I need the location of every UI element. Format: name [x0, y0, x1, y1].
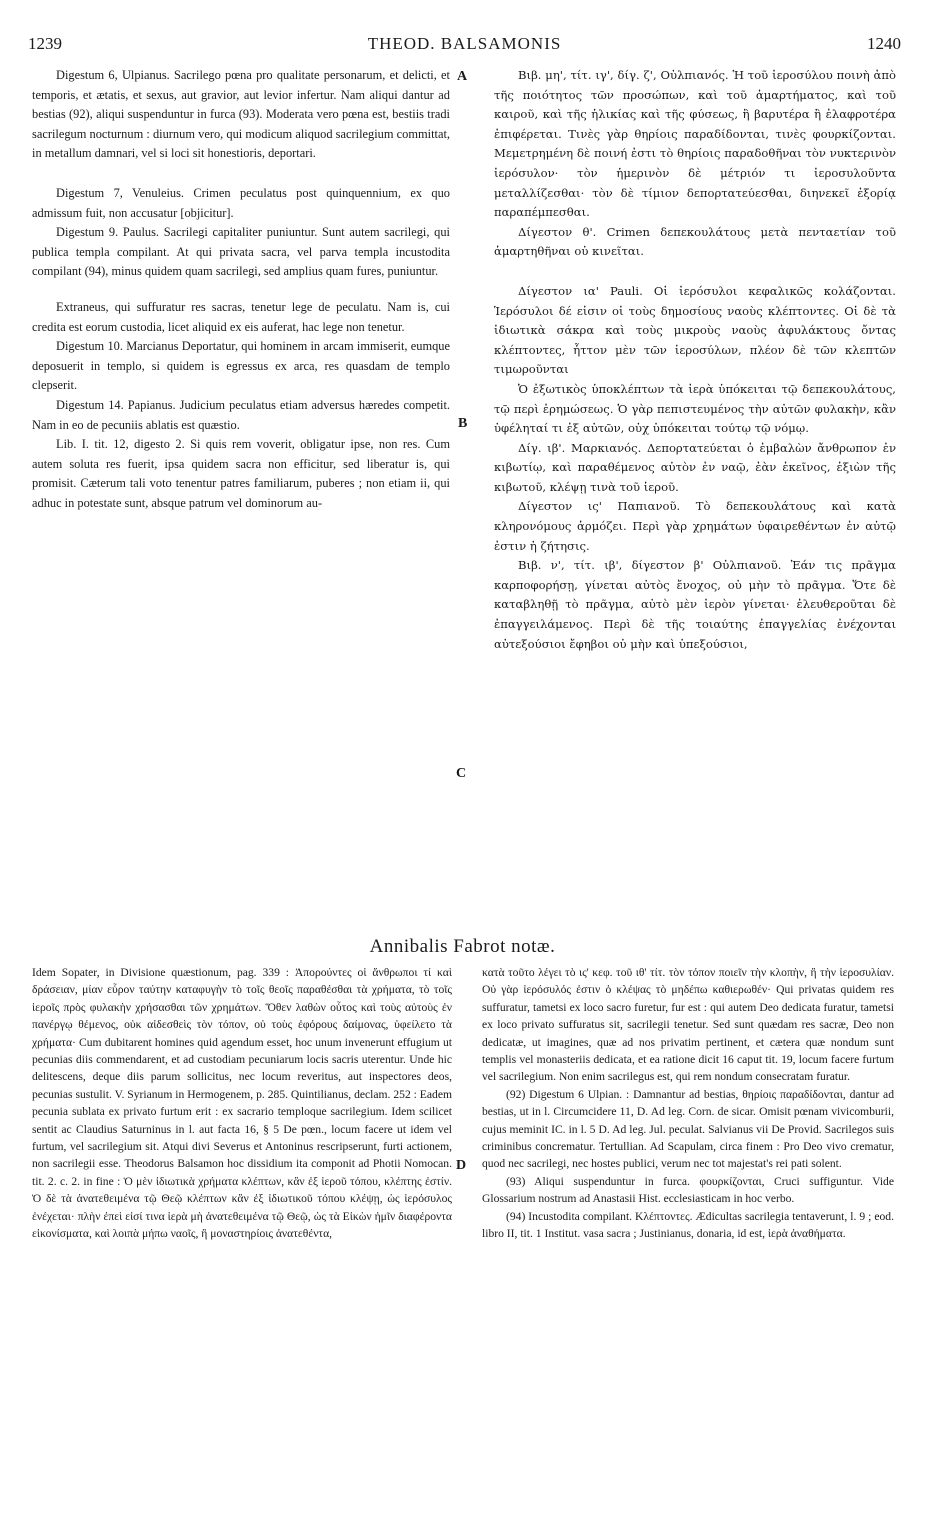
section-marker-a: A — [457, 69, 468, 84]
greek-paragraph: Δίγεστον θ'. Crimen δεπεκουλάτους μετὰ πενταετίαν τοῦ ἁμαρτηθῆναι οὐ κινεῖται. — [494, 224, 896, 259]
greek-paragraph: Δίγ. ιβ'. Μαρκιανός. Δεπορτατεύεται ὁ ἐμβαλὼν ἄνθρωπον ἐν κιβωτίῳ, καὶ παραθέμενος αὐτὸν ἐν ναῷ, ἐὰν ἐκεῖνος, ἐξιὼν τῆς κιβωτοῦ, κλέψῃ τινὰ τοῦ ἱεροῦ. — [494, 440, 896, 494]
note-paragraph: Idem Sopater, in Divisione quæstionum, pag. 339 : Ἀπορούντες οἱ ἄνθρωποι τί καὶ δράσειαν, μίαν εὗρον ταύτην καταφυγὴν τὸ τοῖς θεοῖς παραθέσθαι τὰ χρήματα, τὸ τοῖς ἱεροῖς πρὸς φυλακὴν χρήσασθαι τῶν χρημάτων. Ὅθεν λαθὼν οὗτος καὶ τοὺς αὐτοὺς ἐν πανέργῳ θέμενος, οὐκ αἰδεσθεὶς τὸν τόπον, οὐ τοὺς ἐφόρους δαίμονας, ὑφείλετο τὰ χρήματα· Cum dubitarent homines quid agendum esset, hoc unum invenerunt effugium ut pecunias diis commendarent, et ad custodiam pecuniarum locis sacris uterentur. Unde hic delitescens, deque diis parum sollicitus, nec locum reveritus, aut inspectores deos, pecunias sustulit. V. Syrianum in Hermogenem, p. 285. Quintilianus, declam. 252 : Eadem pecunia sublata ex privato furtum erit : ex sacrario temploque sacrilegium. Idem scilicet sentit ac Claudius Saturninus in l. aut facta 16, § 5 De pœn., locum facere ut idem vel furtum, vel sacrilegium sit. Atqui divi Severus et Antoninus rescripserunt, furti actionem, non sacrilegii esse. Theodorus Balsamon hoc dissidium ita componit ad Photii Nomocan. tit. 2. c. 2. in fine : Ὁ μὲν ἰδιωτικὰ χρήματα κλέπτων, κἂν ἐξ ἱεροῦ τόπου, κλέπτης ἐστίν. Ὁ δὲ τὰ ἀνατεθειμένα τῷ Θεῷ κλέπτων κἂν ἐξ ἰδιωτικοῦ τόπου κλέψῃ, ὡς ἱερόσυλος ἐνέχεται· πλὴν ἐπεὶ εἰσί τινα ἱερὰ μὴ ἀνατεθειμένα τῷ Θεῷ, ὡς τὰ Εἰκὼν ἡμῖν διαφέροντα εἰκονίσματα, καὶ λοιπὰ μήπω ναοῖς, ἢ μοναστηρίοις ἀνατεθέντα, — [32, 966, 452, 1241]
page-header — [28, 34, 901, 58]
latin-paragraph: Extraneus, qui suffuratur res sacras, tenetur lege de peculatu. Nam is, cui credita est eorum custodia, licet aliquid ex eis auferat, hac lege non tenetur. — [32, 299, 450, 334]
section-marker-b: B — [458, 416, 468, 431]
note-paragraph: κατὰ τοῦτο λέγει τὸ ις' κεφ. τοῦ ιθ' τίτ. τὸν τόπον ποιεῖν τὴν κλοπὴν, ἢ τὴν ἱεροσυλίαν. Οὐ γὰρ ἱερόσυλός ἐστιν ὁ κλέψας τὸ μηδέπω καθιερωθέν· Qui privatas quidem res suffuratur, tametsi ex loco sacro furetur, fur est : qui autem Deo dedicata furatur, tametsi ex loco privato suffuratus sit, sacrilegii tenetur. Sed sunt quædam res sacræ, Deo non dedicatæ, ut imagines, quæ ad nos privatim pertinent, et cætera quæ nondum sunt templis vel monasteriis dedicata, et ea ratione dicit 16 caput tit. 19, locum facere furtum vel sacrilegium. Non enim sacrilegus est, qui rem nondum consecratam furatur. — [482, 966, 894, 1084]
latin-column — [32, 66, 450, 513]
latin-paragraph: Lib. I. tit. 12, digesto 2. Si quis rem voverit, obligatur ipse, non res. Cum autem soluta res fuerit, ipsa quidem sacra non efficitur, sed liberatur is, qui promisit. Cæterum tali voto tenentur patres familiarum, puberes ; non etiam ii, qui adhuc in potestate sunt, absque patrum vel dominorum au- — [32, 437, 450, 510]
note-93: (93) Aliqui suspenduntur in furca. φουρκίζονται, Cruci suffiguntur. Vide Glossarium nostrum ad Anastasii Hist. ecclesiasticam in hoc verbo. — [482, 1174, 894, 1206]
latin-paragraph: Digestum 7, Venuleius. Crimen peculatus post quinquennium, ex quo admissum fuit, non accusatur [objicitur]. — [32, 185, 450, 220]
page-number-left: 1239 — [28, 34, 62, 53]
notes-left-column — [32, 964, 452, 1243]
notes-right-column — [482, 964, 894, 1243]
running-title: THEOD. BALSAMONIS — [367, 34, 562, 53]
section-marker-c: C — [456, 766, 467, 781]
latin-paragraph: Digestum 10. Marcianus Deportatur, qui hominem in arcam immiserit, eumque deposuerit in templo, si quidem is egressus ex arca, res quasdam de templo clepserit. — [32, 339, 450, 393]
latin-paragraph: Digestum 14. Papianus. Judicium peculatus etiam adversus hæredes competit. Nam in eo de pecuniis ablatis est quæstio. — [32, 397, 450, 432]
latin-paragraph: Digestum 6, Ulpianus. Sacrilego pœna pro qualitate personarum, et delicti, et temporis, et ætatis, et sexus, aut gravior, aut levior infertur. Nam aliqui dantur ad bestias (92), aliqui suspenduntur in furca (93). Moderata vero pœna est, bestiis tradi sacrilegum nocturnum : diurnum vero, qui modicum aliquod sacrilegium committat, in metallum damnari, vel si loci sit honestioris, deportari. — [32, 68, 450, 161]
notes-heading: Annibalis Fabrot notæ. — [369, 936, 556, 957]
greek-paragraph: Βιβ. μη', τίτ. ιγ', δίγ. ζ', Οὐλπιανός. Ἡ τοῦ ἱεροσύλου ποινὴ ἀπὸ τῆς ποιότητος τῶν προσώπων, καὶ τοῦ ἁμαρτήματος, καὶ τοῦ καιροῦ, καὶ τῆς ἡλικίας καὶ τῆς φύσεως, ἢ βαρυτέρα ἢ ἐλαφροτέρα ἐπιφέρεται. Τινὲς γὰρ θηρίοις παραδίδονται, τινὲς φουρκίζονται. Μεμετρημένη δὲ ποινή ἐστι τὸ θηρίοις παραδοθῆναι τὸν νυκτερινὸν ἱερόσυλον· τὸν ἡμερινὸν δὲ μέτριόν τι ἱεροσυλοῦντα μεταλλίζεσθαι· τὸν δὲ τίμιον δεπορτατεύεσθαι, διηνεκεῖ ἐξορίᾳ παραπέμπεσθαι. — [494, 68, 896, 220]
note-92: (92) Digestum 6 Ulpian. : Damnantur ad bestias, θηρίοις παραδίδονται, dantur ad bestias, ut in l. Circumcidere 11, D. Ad leg. Corn. de sicar. Omisit pœnam vivicomburii, cujus meminit IC. in l. 5 D. Ad leg. Jul. peculat. Salvianus vii De Provid. Sacrilegos suis criminibus concrematur. Tertullian. Ad Scapulam, circa finem : Pro Deo vivo crematur, quod nec sacrilegi, nec hostes publici, verum nec tot majestat's rei pati solent. — [482, 1087, 894, 1171]
greek-paragraph: Δίγεστον ια' Pauli. Οἱ ἱερόσυλοι κεφαλικῶς κολάζονται. Ἱερόσυλοι δέ εἰσιν οἱ τοὺς δημοσίους ναοὺς κλέπτοντες. Οἱ δὲ τὰ ἰδιωτικὰ σάκρα καὶ τοὺς μικροὺς ναοὺς ἀφυλάκτους ὄντας κλέπτοντες, ἧττον μὲν τῶν ἱεροσύλων, πλέον δὲ τῶν κλεπτῶν τιμωροῦνται — [494, 283, 896, 377]
note-94: (94) Incustodita compilant. Κλέπτοντες. Ædicultas sacrilegia tentaverunt, l. 9 ; eod. libro II, tit. 1 Institut. vasa sacra ; Justinianus, donaria, id est, ἱερὰ ἀναθήματα. — [482, 1209, 894, 1241]
greek-column — [494, 66, 896, 654]
greek-paragraph: Ὁ ἐξωτικὸς ὑποκλέπτων τὰ ἱερὰ ὑπόκειται τῷ δεπεκουλάτους, τῷ περὶ ἐρημώσεως. Ὁ γὰρ πεπιστευμένος τὴν αὐτῶν φυλακὴν, κἂν ὑφέληταί τι ἐξ αὐτῶν, οὐχ ὑπόκειται τούτῳ τῷ νόμῳ. — [494, 381, 896, 436]
greek-paragraph: Δίγεστον ις' Παπιανοῦ. Τὸ δεπεκουλάτους καὶ κατὰ κληρονόμους ἁρμόζει. Περὶ γὰρ χρημάτων ὑφαιρεθέντων ἐν αὐτῷ ἐστιν ἡ ζήτησις. — [494, 499, 896, 553]
section-marker-d: D — [456, 1158, 467, 1173]
page-number-right: 1240 — [867, 34, 901, 53]
greek-paragraph: Βιβ. ν', τίτ. ιβ', δίγεστον β' Οὐλπιανοῦ. Ἐάν τις πρᾶγμα καρποφορήσῃ, γίνεται αὐτὸς ἔνοχος, οὐ μὴν τὸ πρᾶγμα. Ὅτε δὲ καταβληθῇ τὸ πρᾶγμα, αὐτὸ μὲν ἱερὸν γίνεται· ἐλευθεροῦται δὲ ἐπαγγειλάμενος. Περὶ δὲ τῆς τοιαύτης ἐπαγγελίας ἐνέχονται αὐτεξούσιοι ἔφηβοι οὐ μὴν καὶ ὑπεξούσιοι, — [494, 558, 896, 651]
latin-paragraph: Digestum 9. Paulus. Sacrilegi capitaliter puniuntur. Sunt autem sacrilegi, qui publica templa compilant. At qui privata sacra, vel parva templa incustodita compilant (94), minus quidem quam sacrilegi, sed amplius quam fures, puniuntur. — [32, 225, 450, 279]
